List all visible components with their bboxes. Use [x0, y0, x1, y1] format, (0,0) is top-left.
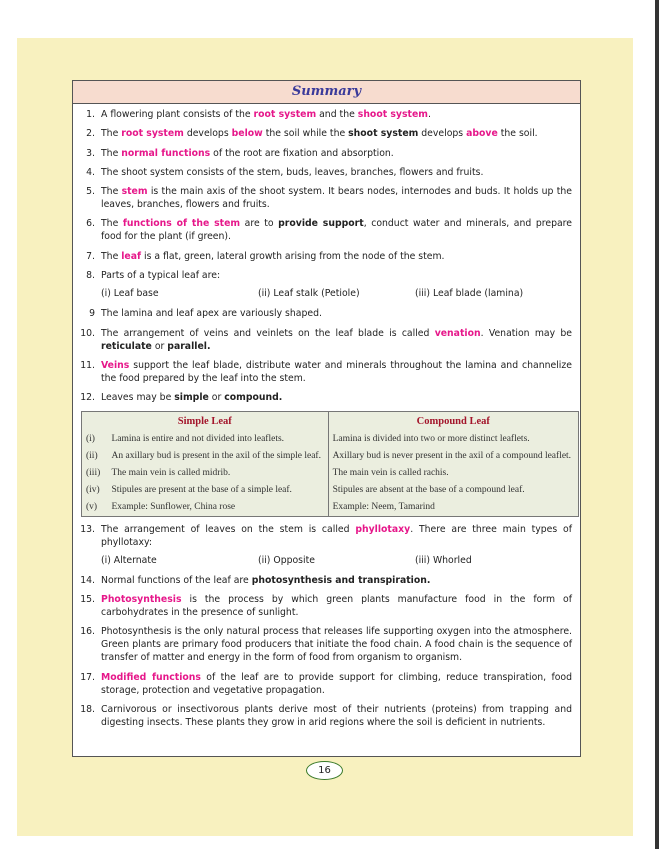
table-row	[82, 465, 579, 482]
list-item	[79, 166, 572, 179]
item-text	[101, 185, 572, 211]
highlight-term: root system	[121, 128, 184, 140]
compound-leaf-cell: Stipules are absent at the base of a compound leaf.	[328, 482, 578, 499]
list-item	[79, 327, 572, 353]
text-segment: the soil.	[497, 128, 538, 140]
sub-item: (iii) Whorled	[415, 554, 472, 566]
item-text	[101, 269, 572, 282]
list-item	[79, 671, 572, 697]
text-segment: is a flat, green, lateral growth arising from the node of the stem.	[141, 250, 445, 262]
highlight-term: venation	[434, 327, 481, 339]
simple-leaf-cell: Lamina is entire and not divided into leaflets.	[111, 433, 285, 444]
highlight-term: shoot system	[357, 109, 428, 120]
item-text	[101, 391, 572, 404]
list-item	[79, 703, 572, 729]
item-text	[101, 327, 572, 353]
item-text	[101, 574, 572, 587]
item-text	[101, 671, 572, 697]
table-row	[82, 431, 579, 448]
highlight-term: Veins	[101, 359, 130, 371]
list-item	[79, 307, 572, 320]
item-number: 10.	[80, 327, 95, 339]
text-segment: develops	[418, 128, 467, 140]
text-segment: is the process by which green plants manufacture food in the form of carbohydrates in the presence of sunlight.	[101, 594, 572, 619]
item-text	[101, 166, 572, 179]
item-text	[101, 359, 572, 385]
table-row	[82, 448, 579, 465]
list-item	[79, 574, 572, 587]
text-segment: The arrangement of leaves on the stem is called	[101, 523, 356, 535]
list-item	[79, 593, 572, 619]
item-number: 12.	[80, 392, 95, 404]
item-text	[101, 523, 572, 549]
text-segment: , conduct water and minerals, and prepare food for the plant (if green).	[101, 218, 573, 243]
highlight-term: above	[466, 128, 498, 140]
simple-leaf-cell: Example: Sunflower, China rose	[111, 501, 236, 512]
item-number: 4.	[86, 166, 95, 178]
text-segment: or	[151, 340, 168, 352]
sub-item: (i) Leaf base	[101, 288, 159, 300]
text-segment: of the root are fixation and absorption.	[210, 147, 394, 159]
summary-title: Summary	[73, 81, 580, 104]
list-item	[79, 185, 572, 211]
list-item	[79, 359, 572, 385]
item-text	[101, 127, 572, 140]
bold-term: shoot system	[348, 128, 419, 140]
item-text	[101, 703, 572, 729]
table-row	[82, 482, 579, 499]
sub-item: (ii) Opposite	[258, 554, 315, 566]
highlight-term: leaf	[121, 250, 142, 262]
summary-box	[72, 80, 581, 757]
sub-list	[101, 554, 572, 567]
bold-term: reticulate	[101, 340, 152, 352]
compound-leaf-cell: Example: Neem, Tamarind	[328, 499, 578, 517]
text-segment: Normal functions of the leaf are	[101, 574, 252, 586]
sub-list	[101, 287, 572, 300]
item-number: 8.	[86, 270, 95, 282]
list-item	[79, 269, 572, 282]
item-number: 13.	[80, 523, 95, 535]
row-label: (iii)	[86, 467, 101, 478]
item-number: 11.	[80, 359, 95, 371]
comparison-table	[81, 411, 579, 517]
page-number: 16	[306, 761, 343, 780]
text-segment: of the leaf are to provide support for climbing, reduce transpiration, food storage, protection and vegetative propagation.	[101, 671, 572, 696]
text-segment: . Venation may be	[480, 327, 572, 339]
highlight-term: normal functions	[121, 147, 211, 159]
item-text	[101, 108, 572, 121]
text-segment: The lamina and leaf apex are variously shaped.	[101, 308, 322, 320]
text-segment: are to	[240, 218, 279, 230]
row-label: (ii)	[86, 450, 98, 461]
table-header: Compound Leaf	[328, 411, 578, 431]
text-segment: The	[101, 128, 122, 140]
row-label: (v)	[86, 501, 98, 512]
highlight-term: Modified functions	[101, 671, 201, 683]
simple-leaf-cell: An axillary bud is present in the axil of the simple leaf.	[111, 450, 321, 461]
bold-term: photosynthesis and transpiration.	[251, 574, 431, 586]
highlight-term: below	[231, 128, 263, 140]
text-segment: the soil while the	[262, 128, 349, 140]
text-segment: The arrangement of veins and veinlets on the leaf blade is called	[101, 327, 435, 339]
text-segment: The	[101, 147, 122, 159]
text-segment: develops	[183, 128, 232, 140]
item-text	[101, 593, 572, 619]
simple-leaf-cell: The main vein is called midrib.	[111, 467, 231, 478]
sub-item: (i) Alternate	[101, 554, 157, 566]
highlight-term: phyllotaxy	[355, 523, 411, 535]
window-edge	[655, 0, 659, 849]
item-number: 14.	[80, 574, 95, 586]
text-segment: The	[101, 218, 123, 230]
text-segment: A flowering plant consists of the	[101, 109, 254, 120]
text-segment: and the	[316, 109, 358, 120]
item-number: 1.	[86, 109, 95, 120]
text-segment: . There are three main types of phyllotaxy:	[101, 523, 572, 548]
item-number: 18.	[80, 704, 95, 716]
bold-term: provide support	[278, 218, 364, 230]
highlight-term: Photosynthesis	[101, 594, 182, 606]
item-number: 16.	[80, 626, 95, 638]
highlight-term: functions of the stem	[122, 218, 241, 230]
text-segment: is the main axis of the shoot system. It bears nodes, internodes and buds. It holds up the leaves, branches, flowers and fruits.	[101, 186, 572, 211]
text-segment: Leaves may be	[101, 392, 175, 404]
table-row	[82, 499, 579, 517]
text-segment: Photosynthesis is the only natural process that releases life supporting oxygen into the atmosphere. Green plants are primary food producers that initiate the food chain. A food chain is the sequence of transfer of matter and energy in the form of food from organism to organism.	[101, 626, 572, 664]
text-segment: The	[101, 250, 122, 262]
text-segment: support the leaf blade, distribute water and minerals throughout the lamina and channelize the food prepared by the leaf into the stem.	[101, 359, 572, 384]
item-text	[101, 307, 572, 320]
text-segment: The	[101, 186, 122, 198]
item-text	[101, 217, 572, 243]
bold-term: simple	[174, 392, 209, 404]
table-header: Simple Leaf	[177, 415, 232, 427]
row-label: (iv)	[86, 484, 100, 495]
summary-list	[73, 104, 580, 729]
list-item	[79, 523, 572, 549]
compound-leaf-cell: Lamina is divided into two or more distinct leaflets.	[328, 431, 578, 448]
list-item	[79, 127, 572, 140]
bold-term: compound.	[224, 392, 283, 404]
bold-term: parallel.	[167, 340, 211, 352]
table-header-row	[82, 411, 579, 431]
highlight-term: root system	[253, 109, 317, 120]
item-number: 7.	[86, 250, 95, 262]
item-number: 6.	[86, 218, 95, 230]
list-item	[79, 391, 572, 404]
item-number: 2.	[86, 128, 95, 140]
list-item	[79, 147, 572, 160]
text-segment: The shoot system consists of the stem, buds, leaves, branches, flowers and fruits.	[101, 166, 484, 178]
row-label: (i)	[86, 433, 95, 444]
compound-leaf-cell: Axillary bud is never present in the axil of a compound leaflet.	[328, 448, 578, 465]
compound-leaf-cell: The main vein is called rachis.	[328, 465, 578, 482]
text-segment: or	[208, 392, 225, 404]
highlight-term: stem	[121, 186, 148, 198]
item-number: 9	[89, 308, 95, 320]
text-segment: .	[427, 109, 431, 120]
list-item	[79, 217, 572, 243]
item-text	[101, 625, 572, 664]
list-item	[79, 625, 572, 664]
sub-item: (iii) Leaf blade (lamina)	[415, 288, 524, 300]
item-text	[101, 250, 572, 263]
text-segment: Carnivorous or insectivorous plants derive most of their nutrients (proteins) from trapping and digesting insects. These plants they grow in arid regions where the soil is deficient in nutrients.	[101, 704, 572, 729]
list-item	[79, 250, 572, 263]
item-number: 15.	[80, 594, 95, 606]
simple-leaf-cell: Stipules are present at the base of a simple leaf.	[111, 484, 292, 495]
list-item	[79, 108, 572, 121]
item-number: 5.	[86, 186, 95, 198]
sub-item: (ii) Leaf stalk (Petiole)	[258, 288, 360, 300]
item-number: 3.	[86, 147, 95, 159]
text-segment: Parts of a typical leaf are:	[101, 270, 221, 282]
item-text	[101, 147, 572, 160]
item-number: 17.	[80, 671, 95, 683]
